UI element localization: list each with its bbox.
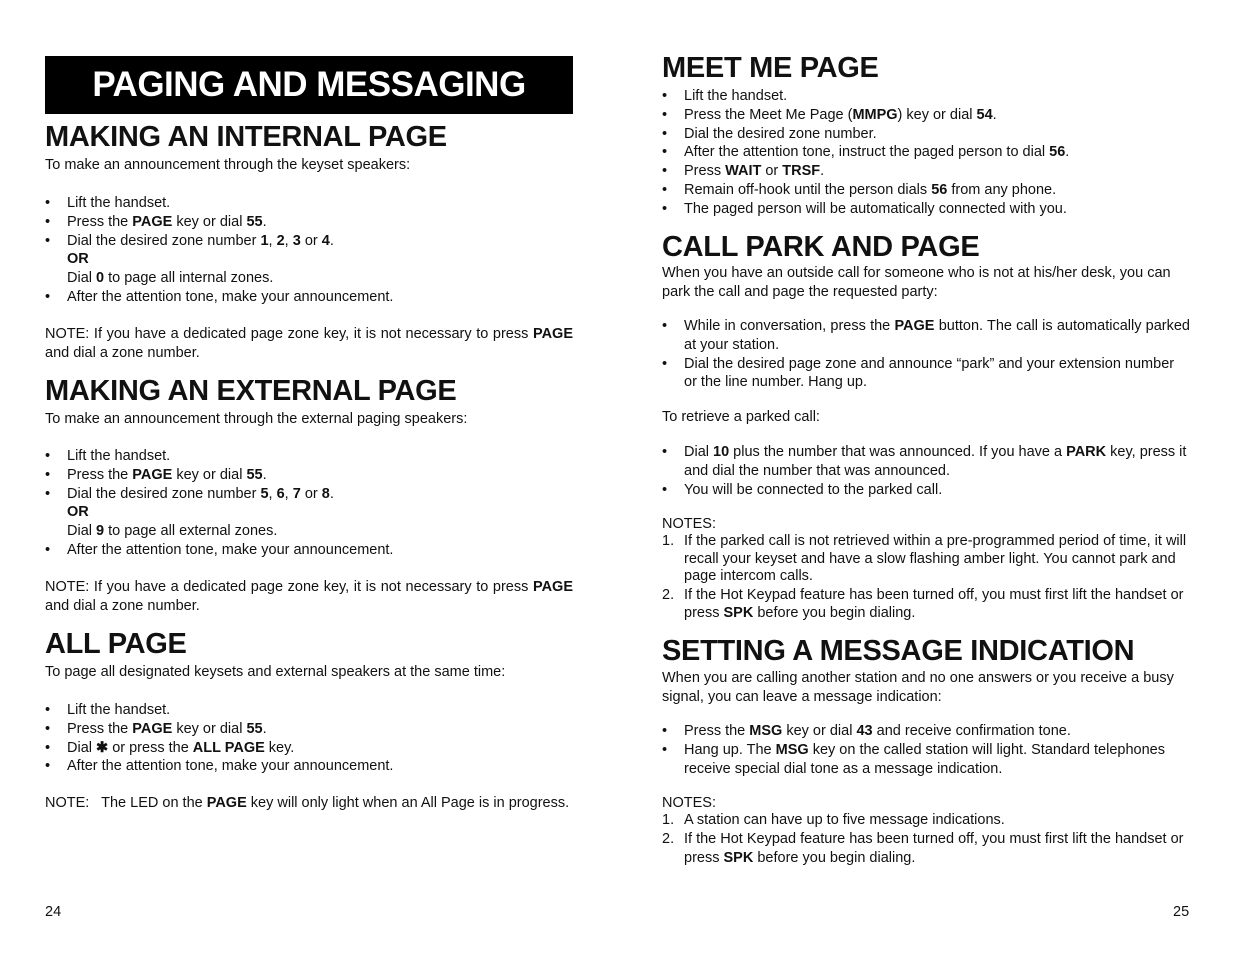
- list-item: 2. If the Hot Keypad feature has been turned off, you must first lift the handset or press SPK before you begin dialing.: [662, 830, 1184, 866]
- internal-intro: To make an announcement through the keyset speakers:: [45, 157, 411, 173]
- list-item: • Hang up. The MSG key on the called station will light. Standard telephones receive special dial tone as a message indication.: [662, 741, 1190, 779]
- or-label: OR: [67, 504, 89, 521]
- list-item: • After the attention tone, make your announcement.: [45, 288, 573, 307]
- page-number-right: 25: [1173, 904, 1190, 920]
- section-title-meet-me-page: MEET ME PAGE: [662, 52, 879, 84]
- allpage-intro: To page all designated keysets and external speakers at the same time:: [45, 664, 506, 680]
- star-key-icon: ✱: [96, 739, 109, 756]
- internal-steps: [45, 194, 573, 307]
- external-steps: [45, 447, 573, 560]
- list-item: • After the attention tone, instruct the paged person to dial 56.: [662, 143, 1190, 162]
- list-item: • Press the PAGE key or dial 55.: [45, 466, 573, 485]
- internal-note: NOTE: If you have a dedicated page zone key, it is not necessary to press PAGE and dial a zone number.: [45, 326, 573, 361]
- list-item: • The paged person will be automatically connected with you.: [662, 200, 1190, 219]
- list-item: • Dial 10 plus the number that was announced. If you have a PARK key, press it and dial the number that was announced.: [662, 443, 1190, 481]
- list-item: • Dial the desired zone number 1, 2, 3 or 4. OR Dial 0 to page all internal zones.: [45, 232, 573, 288]
- alt-instruction: Dial 9 to page all external zones.: [67, 523, 278, 540]
- message-steps: [662, 722, 1190, 778]
- list-item: • You will be connected to the parked call.: [662, 481, 1190, 500]
- list-item: • Press the PAGE key or dial 55.: [45, 720, 573, 739]
- message-notes-label: NOTES:: [662, 795, 716, 811]
- list-item: • Press WAIT or TRSF.: [662, 162, 1190, 181]
- list-item: • While in conversation, press the PAGE button. The call is automatically parked at your station.: [662, 317, 1190, 355]
- meetme-steps: [662, 87, 1190, 219]
- section-title-external-page: MAKING AN EXTERNAL PAGE: [45, 375, 457, 407]
- list-item: • Lift the handset.: [45, 701, 573, 720]
- list-item: • Remain off-hook until the person dials 56 from any phone.: [662, 181, 1190, 200]
- section-title-all-page: ALL PAGE: [45, 628, 187, 660]
- section-title-setting-a-message-indication: SETTING A MESSAGE INDICATION: [662, 635, 1135, 667]
- message-intro: When you are calling another station and no one answers or you receive a busy signal, you can leave a message indication:: [662, 670, 1174, 705]
- section-title-call-park-and-page: CALL PARK AND PAGE: [662, 231, 980, 263]
- list-item: • Lift the handset.: [45, 194, 573, 213]
- alt-instruction: Dial 0 to page all internal zones.: [67, 270, 274, 287]
- list-item: 2. If the Hot Keypad feature has been turned off, you must first lift the handset or press SPK before you begin dialing.: [662, 586, 1184, 622]
- list-item: 1. If the parked call is not retrieved within a pre-programmed period of time, it will recall your keyset and have a slow flashing amber light. You cannot park and page intercom calls.: [662, 533, 1187, 584]
- allpage-steps: [45, 701, 573, 776]
- callpark-notes: [662, 533, 1190, 623]
- list-item: • Press the MSG key or dial 43 and receive confirmation tone.: [662, 722, 1190, 741]
- list-item: • After the attention tone, make your announcement.: [45, 757, 573, 776]
- message-notes: [662, 811, 1190, 867]
- list-item: • After the attention tone, make your announcement.: [45, 541, 573, 560]
- list-item: • Dial the desired zone number.: [662, 125, 1190, 144]
- list-item: • Dial the desired page zone and announce “park” and your extension number or the line number. Hang up.: [662, 355, 1190, 393]
- callpark-intro: When you have an outside call for someone who is not at his/her desk, you can park the call and page the requested party:: [662, 265, 1171, 300]
- page-number-left: 24: [45, 904, 62, 920]
- list-item: 1. A station can have up to five message indications.: [662, 812, 1005, 828]
- list-item: • Dial the desired zone number 5, 6, 7 or 8. OR Dial 9 to page all external zones.: [45, 485, 573, 541]
- list-item: • Press the Meet Me Page (MMPG) key or dial 54.: [662, 106, 1190, 125]
- callpark-steps: [662, 317, 1190, 392]
- list-item: • Lift the handset.: [662, 87, 1190, 106]
- allpage-note: NOTE: The LED on the PAGE key will only light when an All Page is in progress.: [45, 795, 570, 811]
- callpark-retrieve-steps: [662, 443, 1190, 499]
- chapter-banner: PAGING AND MESSAGING: [45, 56, 573, 114]
- list-item: • Dial ✱ or press the ALL PAGE key.: [45, 739, 573, 758]
- external-note: NOTE: If you have a dedicated page zone key, it is not necessary to press PAGE and dial a zone number.: [45, 579, 573, 614]
- callpark-retrieve-label: To retrieve a parked call:: [662, 409, 820, 425]
- section-title-internal-page: MAKING AN INTERNAL PAGE: [45, 121, 447, 153]
- list-item: • Press the PAGE key or dial 55.: [45, 213, 573, 232]
- or-label: OR: [67, 251, 89, 268]
- external-intro: To make an announcement through the external paging speakers:: [45, 411, 468, 427]
- callpark-notes-label: NOTES:: [662, 516, 716, 532]
- list-item: • Lift the handset.: [45, 447, 573, 466]
